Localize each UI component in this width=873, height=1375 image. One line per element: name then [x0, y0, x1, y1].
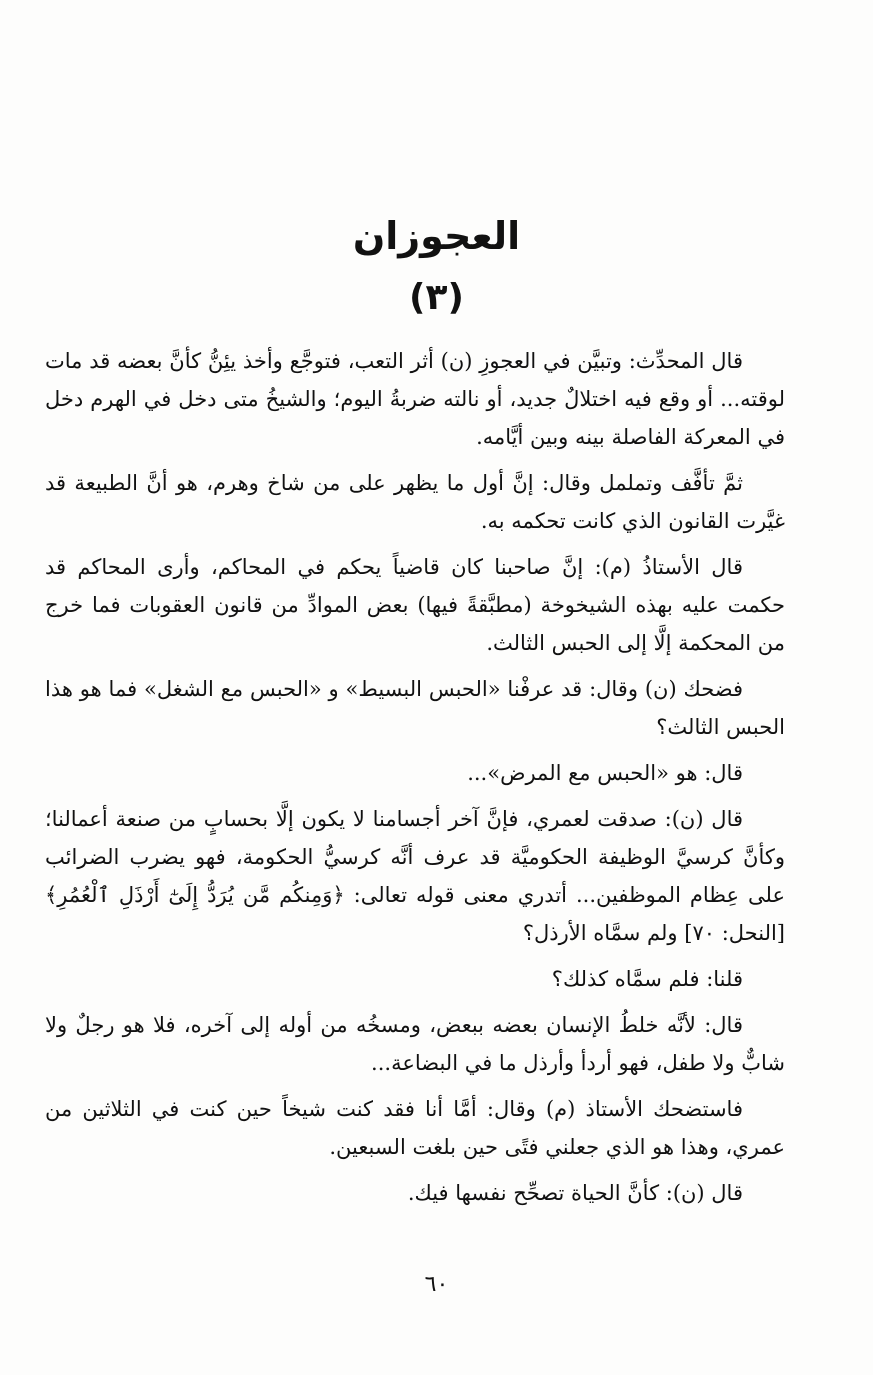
paragraph: قال: لأنَّه خلطُ الإنسان بعضه ببعض، ومسخُه من أوله إلى آخره، فلا هو رجلٌ ولا شابٌّ ولا طفل، فهو أردأ وأرذل ما في البضاعة... — [45, 1013, 785, 1075]
body-text — [45, 342, 785, 1220]
paragraph: قال (ن): صدقت لعمري، فإنَّ آخر أجسامنا لا يكون إلَّا بحسابٍ من صنعة أعمالنا؛ وكأنَّ كرسيَّ الوظيفة الحكوميَّة قد عرف أنَّه كرسيُّ الحكومة، فهو يضرب الضرائب على عِظام الموظفين... أتدري معنى قوله تعالى: ﴿وَمِنكُم مَّن يُرَدُّ إِلَىٰٓ أَرْذَلِ ٱلْعُمُرِ﴾ [النحل: ٧٠] ولم سمَّاه الأرذل؟ — [45, 807, 785, 945]
chapter-number: (٣) — [409, 277, 464, 318]
chapter-title: العجوزان — [352, 214, 521, 258]
paragraph: قال: هو «الحبس مع المرض»... — [467, 761, 743, 785]
paragraph: فاستضحك الأستاذ (م) وقال: أمَّا أنا فقد كنت شيخاً حين كنت في الثلاثين من عمري، وهذا هو الذي جعلني فتًى حين بلغت السبعين. — [45, 1097, 785, 1159]
paragraph: قال (ن): كأنَّ الحياة تصحِّح نفسها فيك. — [407, 1181, 743, 1205]
paragraph: فضحك (ن) وقال: قد عرفْنا «الحبس البسيط» و «الحبس مع الشغل» فما هو هذا الحبس الثالث؟ — [45, 677, 785, 739]
page-number: ٦٠ — [424, 1272, 449, 1297]
paragraph: قال المحدِّث: وتبيَّن في العجوزِ (ن) أثر التعب، فتوجَّع وأخذ يئِنُّ كأنَّ بعضه قد مات لوقته... أو وقع فيه اختلالٌ جديد، أو نالته ضربةُ اليوم؛ والشيخُ متى دخل في الهرم دخل في المعركة الفاصلة بينه وبين أيَّامه. — [45, 349, 785, 449]
paragraph: قال الأستاذُ (م): إنَّ صاحبنا كان قاضياً يحكم في المحاكم، وأرى المحاكم قد حكمت عليه بهذه الشيخوخة (مطبَّقةً فيها) بعض الموادِّ من قانون العقوبات فما خرج من المحكمة إلَّا إلى الحبس الثالث. — [45, 555, 785, 655]
paragraph: ثمَّ تأفَّف وتململ وقال: إنَّ أول ما يظهر على من شاخ وهرم، هو أنَّ الطبيعة قد غيَّرت القانون الذي كانت تحكمه به. — [45, 471, 785, 533]
paragraph: قلنا: فلم سمَّاه كذلك؟ — [551, 967, 743, 991]
